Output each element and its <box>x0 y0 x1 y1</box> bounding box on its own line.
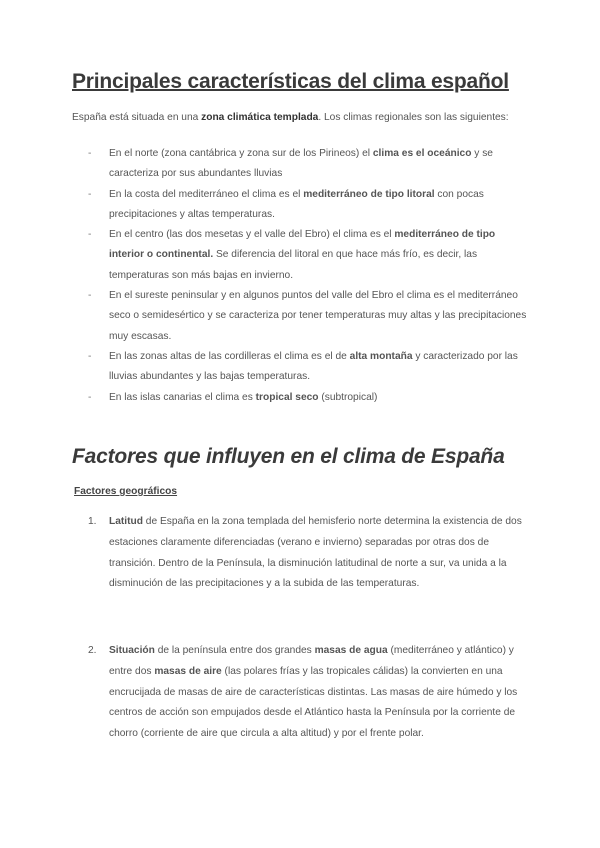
list-item-text: En el sureste peninsular y en algunos puntos del valle del Ebro el clima es el mediterráneo seco o semidesértico y se caracteriza por tener temperaturas muy altas y las precipitaciones muy escasas. <box>109 290 527 342</box>
list-item-text: En el centro (las dos mesetas y el valle del Ebro) el clima es el <box>109 229 395 241</box>
list-item <box>88 388 528 408</box>
list-item <box>88 286 528 347</box>
item-number: 1. <box>88 516 97 527</box>
intro-paragraph <box>72 112 509 123</box>
list-item-text: En la costa del mediterráneo el clima es el <box>109 188 304 200</box>
list-item-text: de la península entre dos grandes <box>154 645 315 656</box>
list-item <box>88 512 528 595</box>
list-item-text: Se diferencia del litoral en que hace más frío, es decir, las temperaturas son más bajas en invierno. <box>109 249 478 281</box>
subsection-heading: Factores geográficos <box>74 486 178 497</box>
list-item-text: (las polares frías y las tropicales cálidas) la convierten en una encrucijada de masas de aire de características distintas. Las masas de aire húmedo y los centros de acción son empujados desde el Atlántico hasta la Península por la corriente de chorro (corriente de aire que circula a alta altitud) y por el frente polar. <box>109 665 518 740</box>
list-item-text: En las islas canarias el clima es <box>109 391 256 403</box>
list-item-bold: alta montaña <box>349 350 413 362</box>
list-item-bold: masas de agua <box>314 645 388 656</box>
dash-bullet-icon: - <box>88 188 92 200</box>
dash-bullet-icon: - <box>88 290 92 302</box>
list-item <box>88 347 528 388</box>
list-item-bold: tropical seco <box>255 391 319 403</box>
list-item <box>88 144 528 185</box>
intro-text-post: . Los climas regionales son las siguientes: <box>318 112 509 123</box>
intro-text-pre: España está situada en una <box>72 112 202 123</box>
list-item-bold: Situación <box>109 645 155 656</box>
list-item-text: En las zonas altas de las cordilleras el clima es el de <box>109 350 350 362</box>
climate-list <box>88 144 528 408</box>
list-item-bold: Latitud <box>109 516 143 527</box>
list-item <box>88 641 528 745</box>
factors-list <box>88 512 528 595</box>
list-item-text: de España en la zona templada del hemisferio norte determina la existencia de dos estaciones claramente diferenciadas (verano e invierno) separadas por otras dos de transición. Dentro de la Península, la disminución latitudinal de norte a sur, va unida a la disminución de las precipitaciones y a la subida de las temperaturas. <box>109 516 522 590</box>
list-item-text: y se caracteriza por sus abundantes lluvias <box>109 148 493 180</box>
dash-bullet-icon: - <box>88 229 92 241</box>
list-item-text: con pocas precipitaciones y altas temperaturas. <box>109 188 484 220</box>
intro-bold: zona climática templada <box>201 112 319 123</box>
page-title: Principales características del clima español <box>72 70 509 93</box>
dash-bullet-icon: - <box>88 148 92 159</box>
list-item-bold: mediterráneo de tipo interior o continental. <box>109 229 496 261</box>
factors-list-continued <box>88 641 528 745</box>
list-item-text: (mediterráneo y atlántico) y entre dos <box>109 645 514 677</box>
section-heading: Factores que influyen en el clima de España <box>72 445 505 468</box>
list-item <box>88 225 528 286</box>
item-number: 2. <box>88 645 97 656</box>
list-item-text: y caracterizado por las lluvias abundantes y las bajas temperaturas. <box>109 350 518 383</box>
list-item <box>88 185 528 226</box>
list-item-text: (subtropical) <box>318 391 378 403</box>
dash-bullet-icon: - <box>88 350 92 362</box>
list-item-text: En el norte (zona cantábrica y zona sur de los Pirineos) el <box>109 148 373 159</box>
list-item-bold: clima es el oceánico <box>372 148 472 159</box>
dash-bullet-icon: - <box>88 391 92 403</box>
list-item-bold: masas de aire <box>154 665 222 677</box>
list-item-bold: mediterráneo de tipo litoral <box>303 188 435 200</box>
